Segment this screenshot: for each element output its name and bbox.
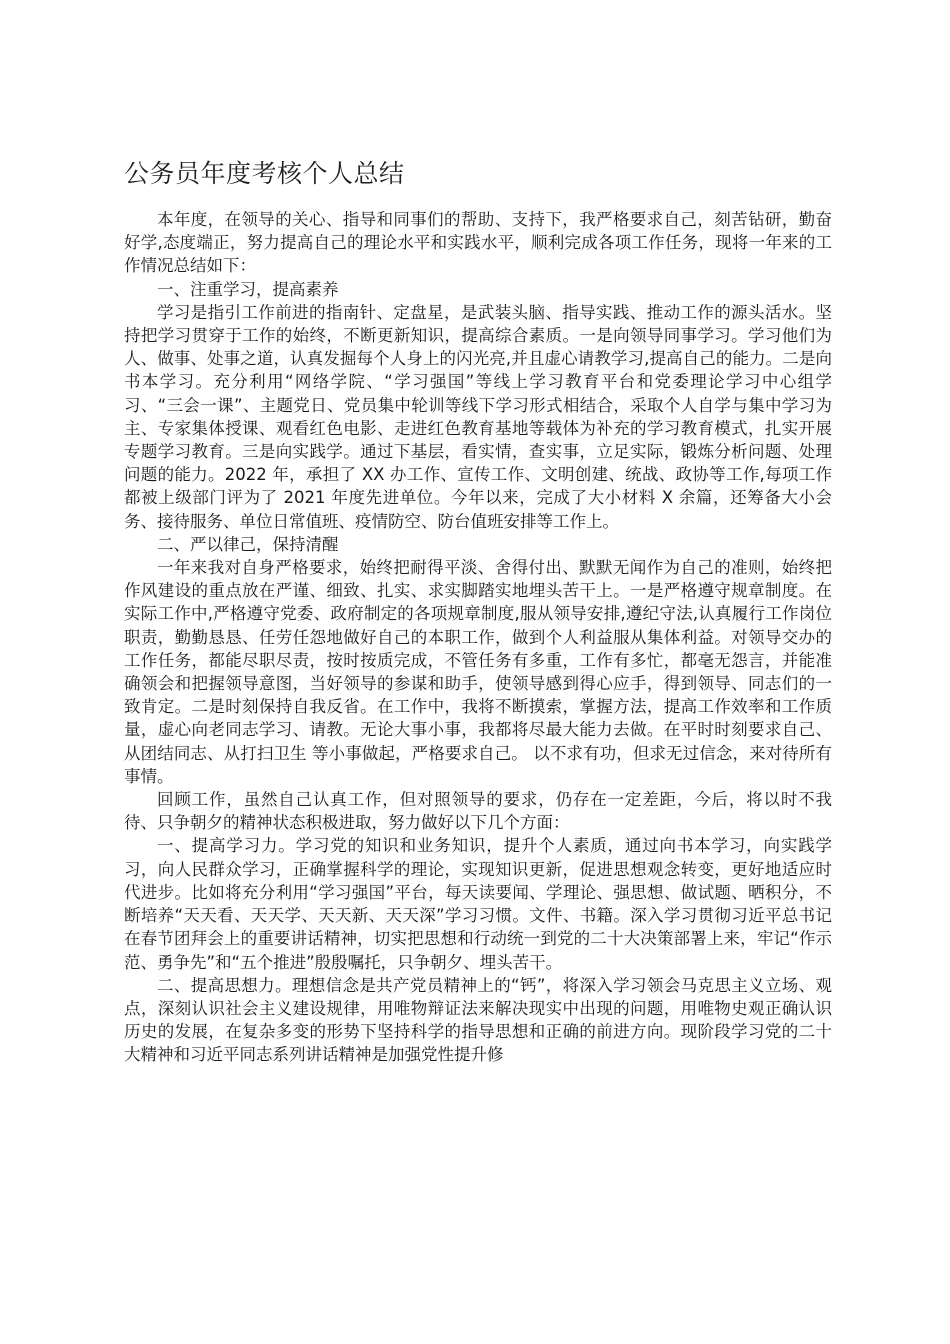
document-body xyxy=(124,208,832,1067)
section-heading-discipline: 二、严以律己，保持清醒 xyxy=(157,534,339,554)
paragraph-learning-ability: 一、提高学习力。学习党的知识和业务知识，提升个人素质，通过向书本学习，向实践学习，向人民群众学习，正确掌握科学的理论，实现知识更新，促进思想观念转变，更好地适应时代进步。比如将充分利用“学习强国”平台，每天读要闻、学理论、强思想、做试题、晒积分，不断培养“天天看、天天学、天天新、天天深”学习习惯。文件、书籍。深入学习贯彻习近平总书记在春节团拜会上的重要讲话精神，切实把思想和行动统一到党的二十大决策部署上来，牢记“作示范、勇争先”和“五个推进”殷殷嘱托，只争朝夕、埋头苦干。 xyxy=(124,836,832,972)
paragraph-study: 学习是指引工作前进的指南针、定盘星，是武装头脑、指导实践、推动工作的源头活水。坚持把学习贯穿于工作的始终，不断更新知识，提高综合素质。一是向领导同事学习。学习他们为人、做事、处事之道，认真发掘每个人身上的闪光亮,并且虚心请教学习,提高自己的能力。二是向书本学习。充分利用“网络学院、“学习强国”等线上学习教育平台和党委理论学习中心组学习、“三会一课”、主题党日、党员集中轮训等线下学习形式相结合，采取个人自学与集中学习为主、专家集体授课、观看红色电影、走进红色教育基地等载体为补充的学习教育模式，扎实开展专题学习教育。三是向实践学。通过下基层，看实情，查实事，立足实际，锻炼分析问题、处理问题的能力。2022 年，承担了 XX 办工作、宣传工作、文明创建、统战、政协等工作,每项工作都被上级部门评为了 2021 年度先进单位。今年以来，完成了大小材料 X 余篇，还筹备大小会务、接待服务、单位日常值班、疫情防空、防台值班安排等工作上。 xyxy=(124,302,832,531)
paragraph-review: 回顾工作，虽然自己认真工作，但对照领导的要求，仍存在一定差距，今后，将以时不我待、只争朝夕的精神状态积极进取，努力做好以下几个方面： xyxy=(124,790,832,833)
paragraph-thinking-ability: 二、提高思想力。理想信念是共产党员精神上的“钙”，将深入学习领会马克思主义立场、观点，深刻认识社会主义建设规律，用唯物辩证法来解决现实中出现的问题，用唯物史观正确认识历史的发展，在复杂多变的形势下坚持科学的指导思想和正确的前进方向。现阶段学习党的二十大精神和习近平同志系列讲话精神是加强党性提升修 xyxy=(124,975,832,1065)
section-heading-study: 一、注重学习，提高素养 xyxy=(157,279,339,299)
paragraph-intro: 本年度，在领导的关心、指导和同事们的帮助、支持下，我严格要求自己，刻苦钻研，勤奋好学,态度端正，努力提高自己的理论水平和实践水平，顺利完成各项工作任务，现将一年来的工作情况总结如下： xyxy=(124,210,832,276)
paragraph-discipline: 一年来我对自身严格要求，始终把耐得平淡、舍得付出、默默无闻作为自己的准则，始终把作风建设的重点放在严谨、细致、扎实、求实脚踏实地埋头苦干上。一是严格遵守规章制度。在实际工作中,严格遵守党委、政府制定的各项规章制度,服从领导安排,遵纪守法,认真履行工作岗位职责，勤勤恳恳、任劳任怨地做好自己的本职工作，做到个人利益服从集体利益。对领导交办的工作任务，都能尽职尽责，按时按质完成，不管任务有多重，工作有多忙，都毫无怨言，并能准确领会和把握领导意图，当好领导的参谋和助手，使领导感到得心应手，得到领导、同志们的一致肯定。二是时刻保持自我反省。在工作中，我将不断摸索，掌握方法，提高工作效率和工作质量，虚心向老同志学习、请教。无论大事小事，我都将尽最大能力去做。在平时时刻要求自己、从团结同志、从打扫卫生 等小事做起，严格要求自己。 以不求有功，但求无过信念，来对待所有事情。 xyxy=(124,558,832,786)
document-title: 公务员年度考核个人总结 xyxy=(124,159,405,188)
